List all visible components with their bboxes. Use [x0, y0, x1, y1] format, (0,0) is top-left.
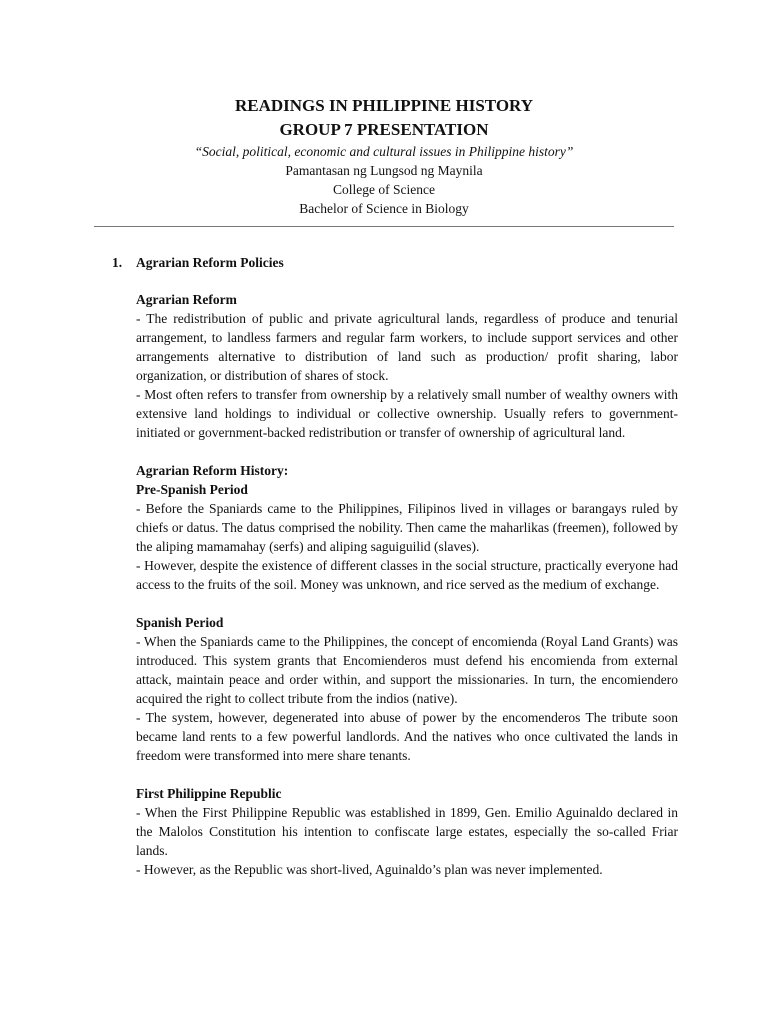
history-heading: Agrarian Reform History: — [136, 463, 289, 478]
first-republic-paragraph-1: - When the First Philippine Republic was established in 1899, Gen. Emilio Aguinaldo declared in the Malolos Constitution his intention to confiscate large estates, especially the so-called Friar lands. — [136, 805, 678, 858]
spanish-period-heading: Spanish Period — [136, 615, 224, 630]
agrarian-reform-description: - Most often refers to transfer from ownership by a relatively small number of wealthy owners with extensive land holdings to individual or collective ownership. Usually refers to government-initiated or government-backed redistribution or transfer of ownership of agricultural land. — [136, 387, 678, 440]
course-title: READINGS IN PHILIPPINE HISTORY — [234, 96, 534, 115]
college-name: College of Science — [333, 182, 435, 197]
document-header — [0, 94, 768, 218]
program-name: Bachelor of Science in Biology — [299, 201, 469, 216]
document-body — [112, 253, 678, 879]
header-divider — [94, 226, 674, 227]
pre-spanish-heading: Pre-Spanish Period — [136, 482, 248, 497]
section-number: 1. — [112, 255, 123, 270]
pre-spanish-paragraph-2: - However, despite the existence of different classes in the social structure, practically everyone had access to the fruits of the soil. Money was unknown, and rice served as the medium of exchange. — [136, 558, 678, 592]
spanish-period-paragraph-1: - When the Spaniards came to the Philippines, the concept of encomienda (Royal Land Grants) was introduced. This system grants that Encomienderos must defend his encomienda from external attack, maintain peace and order within, and support the missionaries. In turn, the encomiendero acquired the right to collect tribute from the indios (native). — [136, 634, 678, 706]
section-title: Agrarian Reform Policies — [136, 255, 284, 270]
agrarian-reform-heading: Agrarian Reform — [136, 292, 237, 307]
section-heading — [112, 253, 678, 272]
first-republic-paragraph-2: - However, as the Republic was short-lived, Aguinaldo’s plan was never implemented. — [136, 862, 603, 877]
first-republic-heading: First Philippine Republic — [136, 786, 282, 801]
pre-spanish-paragraph-1: - Before the Spaniards came to the Philippines, Filipinos lived in villages or barangays ruled by chiefs or datus. The datus comprised the nobility. Then came the maharlikas (freemen), followed by the aliping mamamahay (serfs) and aliping saguiguilid (slaves). — [136, 501, 678, 554]
agrarian-reform-definition: - The redistribution of public and private agricultural lands, regardless of produce and tenurial arrangement, to landless farmers and regular farm workers, to include support services and other arrangements alternative to distribution of land such as production/ profit sharing, labor organization, or distribution of shares of stock. — [136, 311, 678, 383]
university-name: Pamantasan ng Lungsod ng Maynila — [285, 163, 483, 178]
section-content — [136, 272, 678, 879]
presentation-title: GROUP 7 PRESENTATION — [279, 120, 489, 139]
spanish-period-paragraph-2: - The system, however, degenerated into abuse of power by the encomenderos The tribute soon became land rents to a few powerful landlords. And the natives who once cultivated the lands in freedom were transformed into mere share tenants. — [136, 710, 678, 763]
presentation-subtitle: “Social, political, economic and cultural issues in Philippine history” — [194, 144, 574, 159]
